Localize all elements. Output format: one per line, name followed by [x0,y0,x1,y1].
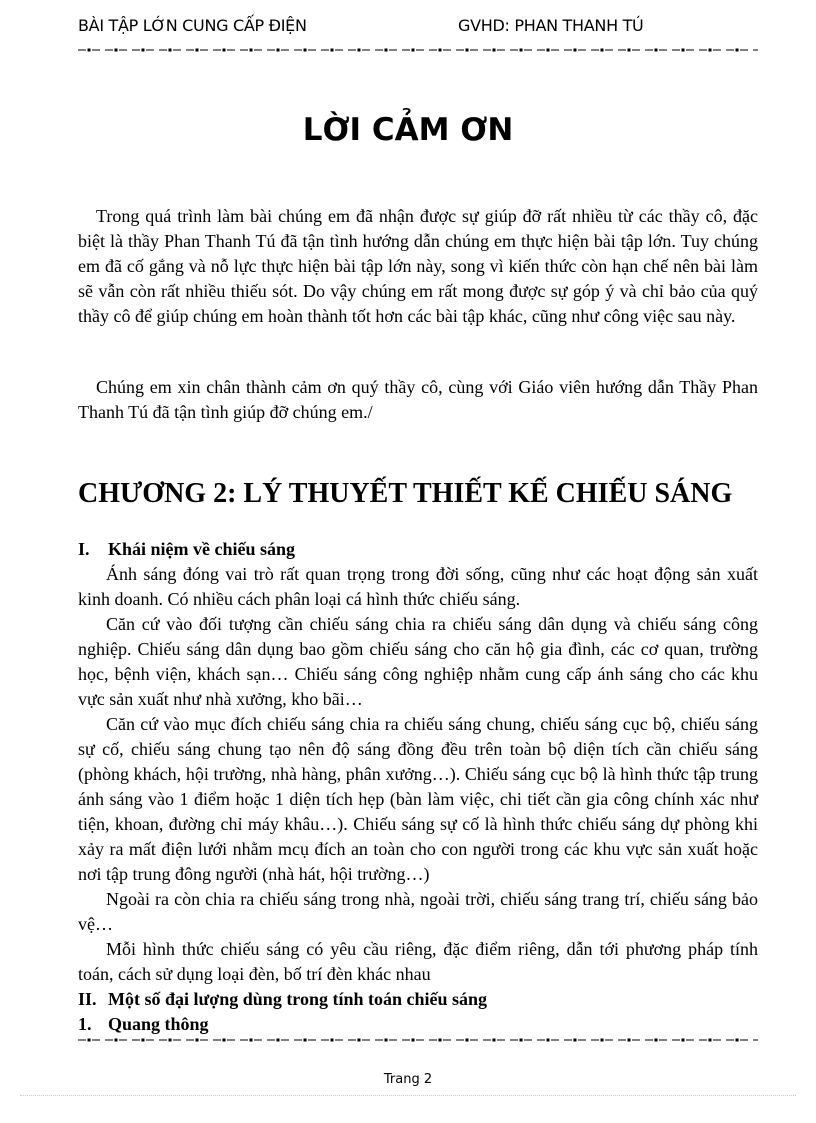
page-number: Trang 2 [383,1072,433,1087]
body-paragraph: Căn cứ vào đối tượng cần chiếu sáng chia ra chiếu sáng dân dụng và chiếu sáng công nghiệp. Chiếu sáng dân dụng bao gồm chiếu sáng cho căn hộ gia đình, các cơ quan, trường học, bệnh viện, khách sạn… Chiếu sáng công nghiệp nhằm cung cấp ánh sáng cho các khu vực sản xuất như nhà xưởng, kho bãi… [78,614,758,709]
section-heading [78,987,758,1012]
page-bottom-edge [20,1095,796,1096]
header-divider [78,45,758,55]
body-paragraph: Ánh sáng đóng vai trò rất quan trọng trong đời sống, cũng như các hoạt động sản xuất kinh doanh. Có nhiều cách phân loại cá hình thức chiếu sáng. [78,564,758,609]
acknowledgement-paragraph-2: Chúng em xin chân thành cảm ơn quý thầy cô, cùng với Giáo viên hướng dẫn Thầy Phan Thanh Tú đã tận tình giúp đỡ chúng em./ [78,377,758,422]
subsection-title: Quang thông [108,1014,209,1034]
acknowledgement-paragraph-1: Trong quá trình làm bài chúng em đã nhận được sự giúp đỡ rất nhiều từ các thầy cô, đặc biệt là thầy Phan Thanh Tú đã tận tình hướng dẫn chúng em thực hiện bài tập lớn. Tuy chúng em đã cố gắng và nỗ lực thực hiện bài tập lớn này, song vì kiến thức còn hạn chế nên bài làm sẽ vẫn còn rất nhiều thiếu sót. Do vậy chúng em rất mong được sự góp ý và chỉ bảo của quý thầy cô để giúp chúng em hoàn thành tốt hơn các bài tập khác, cũng như công việc sau này. [78,206,758,326]
section-title: Khái niệm về chiếu sáng [108,539,296,559]
subsection-heading [78,1012,758,1037]
page-title: LỜI CẢM ƠN [302,112,514,148]
chapter-body [78,537,758,1037]
header-instructor: GVHD: PHAN THANH TÚ [458,16,644,35]
section-title: Một số đại lượng dùng trong tính toán chiếu sáng [108,989,488,1009]
body-paragraph: Mỗi hình thức chiếu sáng có yêu cầu riêng, đặc điểm riêng, dẫn tới phương pháp tính toán, cách sử dụng loại đèn, bố trí đèn khác nhau [78,939,758,984]
section-heading [78,537,758,562]
footer-divider [78,1035,758,1045]
section-number: I. [78,539,90,559]
body-paragraph: Ngoài ra còn chia ra chiếu sáng trong nhà, ngoài trời, chiếu sáng trang trí, chiếu sáng bảo vệ… [78,889,758,934]
body-paragraph: Căn cứ vào mục đích chiếu sáng chia ra chiếu sáng chung, chiếu sáng cục bộ, chiếu sáng sự cố, chiếu sáng chung tạo nên độ sáng đồng đều trên toàn bộ diện tích cần chiếu sáng (phòng khách, hội trường, nhà hàng, phân xưởng…). Chiếu sáng cục bộ là hình thức tập trung ánh sáng vào 1 điểm hoặc 1 diện tích hẹp (bàn làm việc, chi tiết cần gia công chính xác như tiện, khoan, đường chỉ máy khâu…). Chiếu sáng sự cố là hình thức chiếu sáng dự phòng khi xảy ra mất điện lưới nhằm mcụ đích an toàn cho con người trong các khu vực sản xuất hoặc nơi tập trung đông người (nhà hát, hội trường…) [78,714,758,884]
subsection-number: 1. [78,1014,92,1034]
header-course-title: BÀI TẬP LỚN CUNG CẤP ĐIỆN [78,16,307,35]
chapter-heading: CHƯƠNG 2: LÝ THUYẾT THIẾT KẾ CHIẾU SÁNG [78,478,733,509]
section-number: II. [78,989,97,1009]
